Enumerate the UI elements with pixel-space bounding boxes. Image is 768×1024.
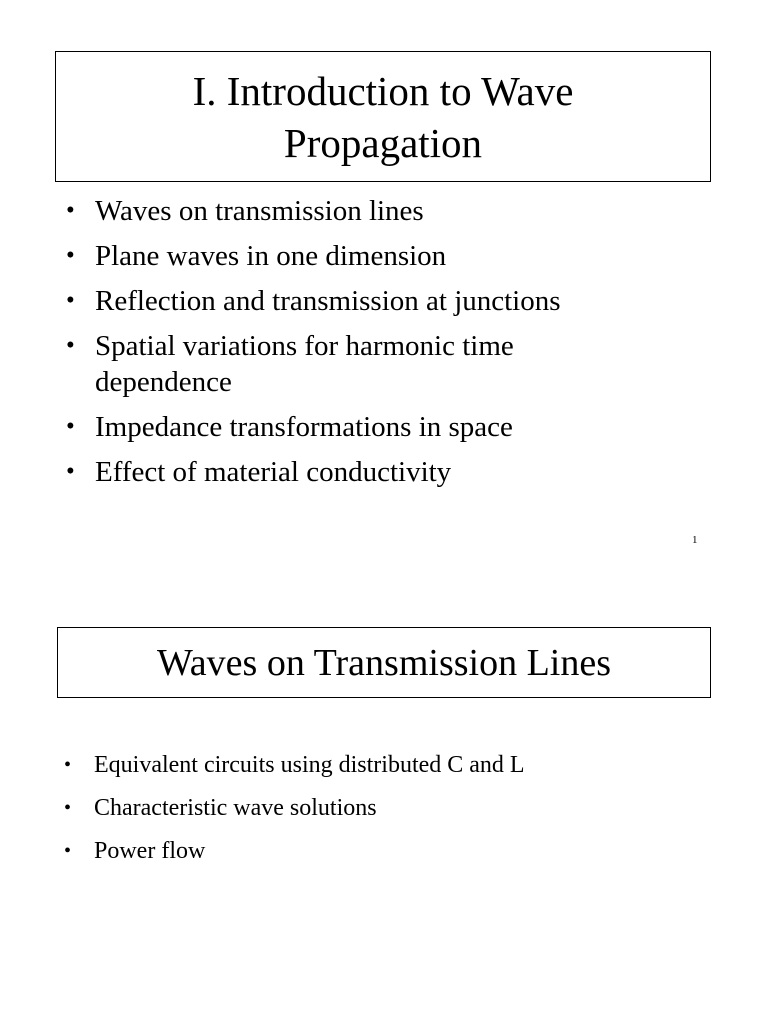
slide-2-title-line-1: Waves on Transmission Lines bbox=[156, 641, 611, 684]
list-item-text: Impedance transformations in space bbox=[95, 411, 513, 443]
slide-2-title-box bbox=[57, 627, 711, 698]
bullet-icon: • bbox=[66, 242, 75, 269]
bullet-icon: • bbox=[66, 287, 75, 314]
bullet-icon: • bbox=[66, 197, 75, 224]
slide-1-title bbox=[193, 65, 574, 169]
list-item bbox=[64, 793, 704, 823]
bullet-icon: • bbox=[64, 797, 72, 819]
bullet-icon: • bbox=[64, 840, 72, 862]
bullet-icon: • bbox=[66, 458, 75, 485]
slide-1-bullet-list bbox=[66, 193, 706, 499]
slide-1-title-line-2: Propagation bbox=[283, 119, 483, 166]
list-item bbox=[66, 328, 706, 400]
list-item bbox=[66, 283, 706, 319]
list-item-text: Waves on transmission lines bbox=[95, 195, 424, 227]
slide-1-title-box bbox=[55, 51, 711, 182]
bullet-icon: • bbox=[66, 413, 75, 440]
slide-1-title-line-1: I. Introduction to Wave bbox=[192, 67, 574, 114]
list-item-text: Effect of material conductivity bbox=[95, 456, 452, 488]
bullet-icon: • bbox=[66, 332, 75, 359]
list-item-text: Reflection and transmission at junctions bbox=[95, 285, 561, 317]
list-item bbox=[64, 750, 704, 780]
list-item-text: Equivalent circuits using distributed C and L bbox=[94, 752, 525, 778]
list-item bbox=[66, 193, 706, 229]
list-item-text: Characteristic wave solutions bbox=[94, 795, 377, 821]
list-item bbox=[66, 409, 706, 445]
list-item-text: Power flow bbox=[94, 838, 206, 864]
list-item-text: Plane waves in one dimension bbox=[95, 240, 447, 272]
bullet-icon: • bbox=[64, 754, 72, 776]
slide-2-title bbox=[157, 640, 611, 686]
list-item bbox=[64, 836, 704, 866]
list-item bbox=[66, 454, 706, 490]
list-item bbox=[66, 238, 706, 274]
page-number: 1 bbox=[692, 534, 698, 546]
list-item-text: Spatial variations for harmonic time dependence bbox=[95, 330, 514, 398]
slide-2-bullet-list bbox=[64, 750, 704, 879]
